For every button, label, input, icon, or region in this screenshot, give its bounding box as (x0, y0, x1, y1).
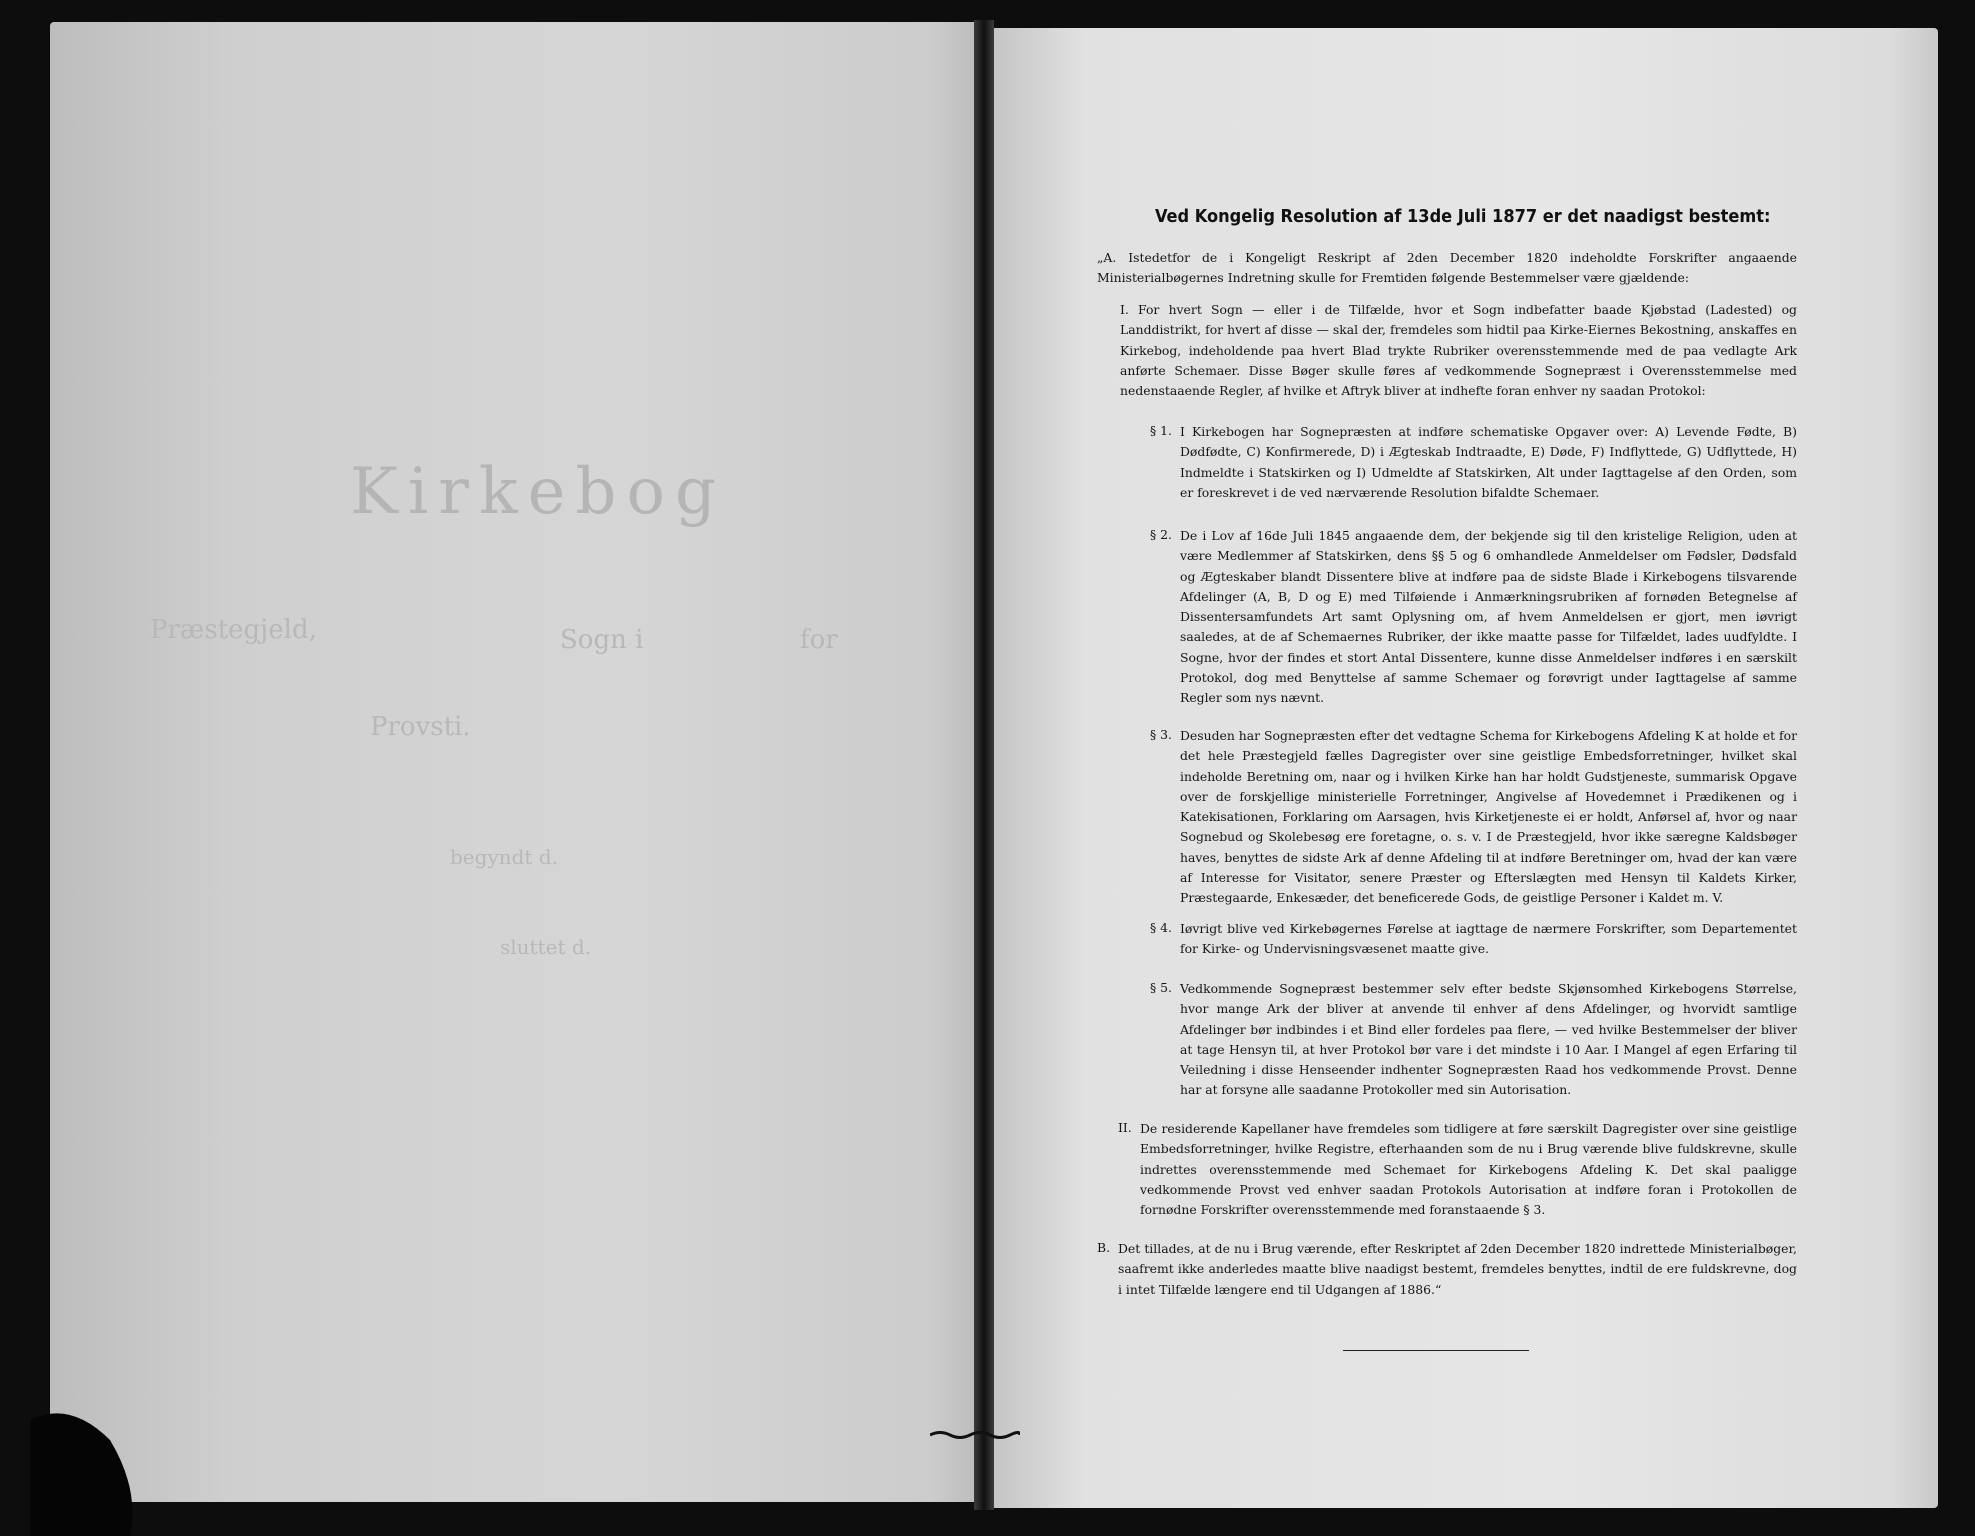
ghost-sluttet: sluttet d. (500, 935, 592, 959)
ghost-title: Kirkebog (350, 455, 726, 529)
ghost-begyndt: begyndt d. (450, 845, 558, 869)
section-1-label: § 1. (1150, 423, 1172, 438)
section-b-text: Det tillades, at de nu i Brug værende, efter Reskriptet af 2den December 1820 indrettede Ministerialbøger, saafremt ikke anderledes maatte blive naadigst bestemt, fremdeles benyttes, indtil de ere fuldskrevne, dog i intet Tilfælde længere end til Udgangen af 1886.“ (1118, 1241, 1797, 1297)
book-gutter (974, 20, 994, 1510)
section-b-label: B. (1097, 1240, 1111, 1255)
section-ii-text: De residerende Kapellaner have fremdeles som tidligere at føre særskilt Dagregister over sine geistlige Embedsforretninger, hvilke Registre, efterhaanden som de nu i Brug værende blive fuldskrevne, skulle indrettes overensstemmende med Schemaet for Kirkebogens Afdeling K. Det skal paaligge vedkommende Provst ved enhver saadan Protokols Autorisation at indføre foran i Protokollen de fornødne Forskrifter overensstemmende med foranstaaende § 3. (1140, 1121, 1797, 1218)
section-ii-label: II. (1118, 1120, 1132, 1135)
corner-blot (30, 1400, 140, 1536)
left-page (50, 22, 978, 1502)
closing-rule (1343, 1350, 1529, 1351)
section-4-label: § 4. (1150, 920, 1172, 935)
section-4-text: Iøvrigt blive ved Kirkebøgernes Førelse at iagttage de nærmere Forskrifter, som Departementet for Kirke- og Undervisningsvæsenet maatte give. (1180, 921, 1797, 957)
section-2-label: § 2. (1150, 527, 1172, 542)
section-5-label: § 5. (1150, 980, 1172, 995)
ghost-for: for (800, 625, 838, 655)
ghost-sogn: Sogn i (560, 625, 644, 655)
resolution-title: Ved Kongelig Resolution af 13de Juli 1877 er det naadigst bestemt: (1155, 206, 1771, 227)
binding-stitch (930, 1430, 1020, 1440)
section-3-label: § 3. (1150, 727, 1172, 742)
section-i-text: I. For hvert Sogn — eller i de Tilfælde, hvor et Sogn indbefatter baade Kjøbstad (Ladested) og Landdistrikt, for hvert af disse — skal der, fremdeles som hidtil paa Kirke-Eiernes Bekostning, anskaffes en Kirkebog, indeholdende paa hvert Blad trykte Rubriker overensstemmende med de paa vedlagte Ark anførte Schemaer. Disse Bøger skulle føres af vedkommende Sognepræst i Overensstemmelse med nedenstaaende Regler, af hvilke et Aftryk bliver at indhefte foran enhver ny saadan Protokol: (1120, 302, 1797, 399)
section-3-text: Desuden har Sognepræsten efter det vedtagne Schema for Kirkebogens Afdeling K at holde et for det hele Præstegjeld fælles Dagregister over sine geistlige Embedsforretninger, hvilket skal indeholde Beretning om, naar og i hvilken Kirke han har holdt Gudstjeneste, summarisk Opgave over de forskjellige ministerielle Forretninger, Angivelse af Hovedemnet i Prædikenen og i Katekisationen, Forklaring om Aarsagen, hvis Kirketjeneste ei er holdt, Anførsel af, hvor og naar Sognebud og Skolebesøg ere foretagne, o. s. v. I de Præstegjeld, hvor ikke særegne Kaldsbøger haves, benyttes de sidste Ark af denne Afdeling til at indføre Beretninger om, hvad der kan være af Interesse for Visitator, senere Præster og Efterslægten med Hensyn til Kaldets Kirker, Præstegaarde, Enkesæder, det beneficerede Gods, de geistlige Personer i Kaldet m. V. (1180, 728, 1797, 906)
ghost-prestegjeld: Præstegjeld, (150, 615, 317, 645)
section-1-text: I Kirkebogen har Sognepræsten at indføre schematiske Opgaver over: A) Levende Fødte, B) Dødfødte, C) Konfirmerede, D) i Ægteskab Indtraadte, E) Døde, F) Indflyttede, G) Udflyttede, H) Indmeldte i Statskirken og I) Udmeldte af Statskirken, Alt under Iagttagelse af den Orden, som er foreskrevet i de ved nærværende Resolution bifaldte Schemaer. (1180, 424, 1797, 500)
ghost-provsti: Provsti. (370, 712, 471, 742)
section-5-text: Vedkommende Sognepræst bestemmer selv efter bedste Skjønsomhed Kirkebogens Størrelse, hvor mange Ark der bliver at anvende til enhver af dens Afdelinger, og hvorvidt samtlige Afdelinger bør indbindes i et Bind eller fordeles paa flere, — ved hvilke Bestemmelser der bliver at tage Hensyn til, at hver Protokol bør vare i det mindste i 10 Aar. I Mangel af egen Erfaring til Veiledning i disse Henseender indhenter Sognepræsten Raad hos vedkommende Provst. Denne har at forsyne alle saadanne Protokoller med sin Autorisation. (1180, 981, 1797, 1098)
section-2-text: De i Lov af 16de Juli 1845 angaaende dem, der bekjende sig til den kristelige Religion, uden at være Medlemmer af Statskirken, dens §§ 5 og 6 omhandlede Anmeldelser om Fødsler, Dødsfald og Ægteskaber blandt Dissentere blive at indføre paa de sidste Blade i Kirkebogens tilsvarende Afdelinger (A, B, D og E) med Tilføiende i Anmærkningsrubriken af fornøden Betegnelse af Dissentersamfundets Art samt Oplysning om, af hvem Anmeldelsen er gjort, men iøvrigt saaledes, at de af Schemaernes Rubriker, der ikke maatte passe for Tilfældet, lades uudfyldte. I Sogne, hvor der findes et stort Antal Dissentere, kunne disse Anmeldelser indføres i en særskilt Protokol, dog med Benyttelse af samme Schemaer og forøvrigt under Iagttagelse af samme Regler som nys nævnt. (1180, 528, 1797, 706)
section-a-intro: „A. Istedetfor de i Kongeligt Reskript af 2den December 1820 indeholdte Forskrifter angaaende Ministerialbøgernes Indretning skulle for Fremtiden følgende Bestemmelser være gjældende: (1097, 250, 1797, 286)
